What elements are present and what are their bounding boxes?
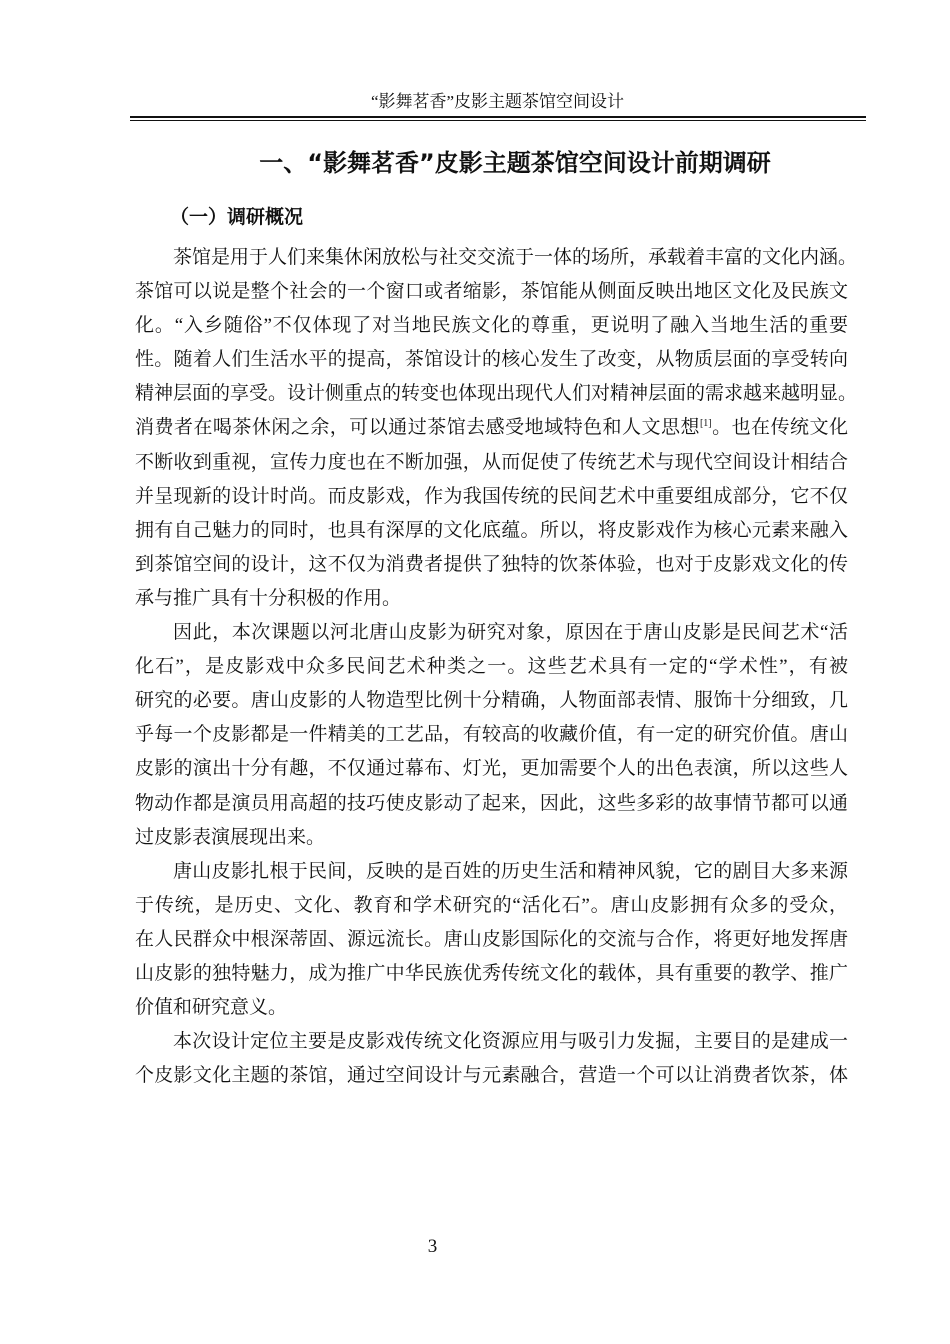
text-line: 物动作都是演员用高超的技巧使皮影动了起来，因此，这些多彩的故事情节都可以通 [135,792,848,814]
page-number: 3 [427,1236,438,1257]
text-line: 山皮影的独特魅力，成为推广中华民族优秀传统文化的载体，具有重要的教学、推广 [135,962,848,984]
text-line: 过皮影表演展现出来。 [135,826,326,848]
text-line: 因此，本次课题以河北唐山皮影为研究对象，原因在于唐山皮影是民间艺术“活 [173,622,848,644]
text-line: 唐山皮影扎根于民间，反映的是百姓的历史生活和精神风貌，它的剧目大多来源 [173,860,848,882]
text-line: 于传统，是历史、文化、教育和学术研究的“活化石”。唐山皮影拥有众多的受众， [135,894,848,916]
header-rule [130,116,866,118]
text-line: 乎每一个皮影都是一件精美的工艺品，有较高的收藏价值，有一定的研究价值。唐山 [135,724,848,746]
citation-ref: [1] [699,418,712,430]
text-line: 承与推广具有十分积极的作用。 [135,587,402,609]
paragraph-2 [135,616,848,855]
body-text [135,241,858,1093]
text-segment: 。也在传统文化 [711,417,848,439]
paragraph-3 [135,855,848,1025]
text-line: 茶馆可以说是整个社会的一个窗口或者缩影，茶馆能从侧面反映出地区文化及民族文 [135,281,848,303]
text-line: 茶馆是用于人们来集休闲放松与社交交流于一体的场所，承载着丰富的文化内涵。 [173,247,858,268]
header-rule-thin [130,120,866,121]
text-line: 精神层面的享受。设计侧重点的转变也体现出现代人们对精神层面的需求越来越明显。 [135,383,858,405]
text-line: 到茶馆空间的设计，这不仅为消费者提供了独特的饮茶体验，也对于皮影戏文化的传 [135,553,848,575]
paragraph-4 [135,1025,848,1093]
text-line-citation [135,411,848,445]
text-line: 化。“入乡随俗”不仅体现了对当地民族文化的尊重，更说明了融入当地生活的重要 [135,315,848,337]
text-line: 不断收到重视，宣传力度也在不断加强，从而促使了传统艺术与现代空间设计相结合 [135,451,848,473]
text-line: 个皮影文化主题的茶馆，通过空间设计与元素融合，营造一个可以让消费者饮茶，体 [135,1065,848,1087]
text-line: 皮影的演出十分有趣，不仅通过幕布、灯光，更加需要个人的出色表演，所以这些人 [135,758,848,780]
subsection-title: （一）调研概况 [170,206,304,228]
text-line: 性。随着人们生活水平的提高，茶馆设计的核心发生了改变，从物质层面的享受转向 [135,349,848,371]
running-header: “影舞茗香”皮影主题茶馆空间设计 [370,92,625,111]
text-line: 价值和研究意义。 [135,997,288,1019]
text-line: 在人民群众中根深蒂固、源远流长。唐山皮影国际化的交流与合作，将更好地发挥唐 [135,928,848,950]
paragraph-1 [135,241,858,616]
section-title: 一、“影舞茗香”皮影主题茶馆空间设计前期调研 [259,149,771,177]
text-line: 研究的必要。唐山皮影的人物造型比例十分精确，人物面部表情、服饰十分细致，几 [135,690,848,712]
text-line: 拥有自己魅力的同时，也具有深厚的文化底蕴。所以，将皮影戏作为核心元素来融入 [135,519,848,541]
text-line: 本次设计定位主要是皮影戏传统文化资源应用与吸引力发掘，主要目的是建成一 [173,1031,848,1053]
text-line: 化石”，是皮影戏中众多民间艺术种类之一。这些艺术具有一定的“学术性”，有被 [135,656,848,678]
text-line: 并呈现新的设计时尚。而皮影戏，作为我国传统的民间艺术中重要组成部分，它不仅 [135,485,848,507]
text-segment: 消费者在喝茶休闲之余，可以通过茶馆去感受地域特色和人文思想 [135,417,700,439]
